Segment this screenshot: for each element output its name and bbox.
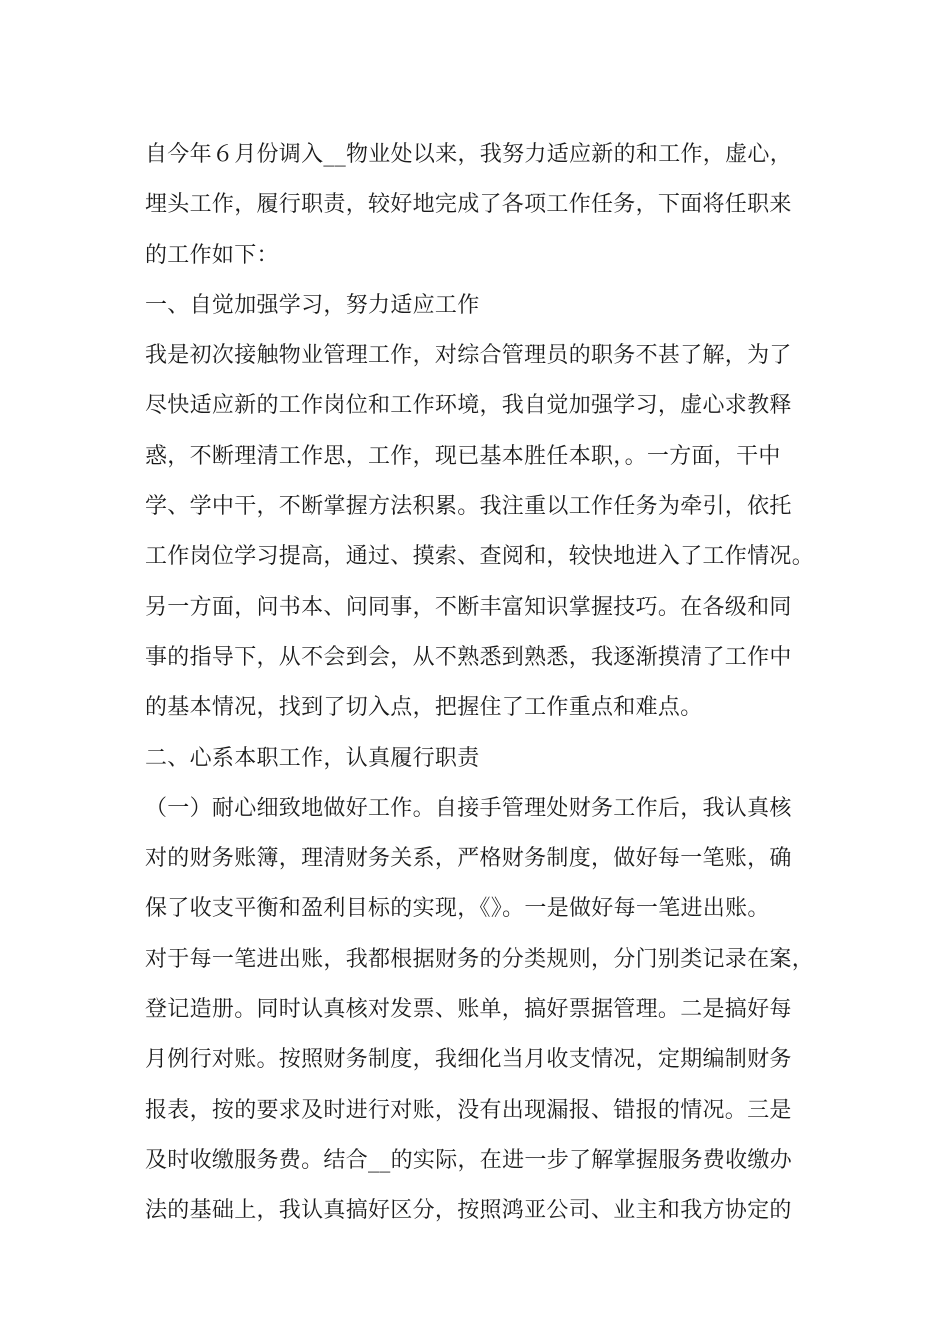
paragraph-line: 月例行对账。按照财务制度，我细化当月收支情况，定期编制财务 bbox=[145, 1047, 792, 1073]
paragraph-line: 及时收缴服务费。结合__的实际，在进一步了解掌握服务费收缴办 bbox=[145, 1147, 793, 1173]
paragraph-line: 我是初次接触物业管理工作，对综合管理员的职务不甚了解，为了 bbox=[145, 343, 792, 369]
paragraph-line: 登记造册。同时认真核对发票、账单，搞好票据管理。二是搞好每 bbox=[145, 997, 792, 1023]
section-heading-1: 一、自觉加强学习，努力适应工作 bbox=[145, 292, 480, 318]
paragraph-line: 保了收支平衡和盈利目标的实现，《》。一是做好每一笔进出账。 bbox=[145, 896, 770, 922]
paragraph-line: 工作岗位学习提高，通过、摸索、查阅和，较快地进入了工作情况。 bbox=[145, 544, 815, 570]
section-heading-2: 二、心系本职工作，认真履行职责 bbox=[145, 745, 480, 771]
paragraph-line: 另一方面，问书本、问同事，不断丰富知识掌握技巧。在各级和同 bbox=[145, 594, 792, 620]
paragraph-line: 学、学中干，不断掌握方法积累。我注重以工作任务为牵引，依托 bbox=[145, 494, 792, 520]
paragraph-line: 尽快适应新的工作岗位和工作环境，我自觉加强学习，虚心求教释 bbox=[145, 393, 792, 419]
paragraph-line: 的基本情况，找到了切入点，把握住了工作重点和难点。 bbox=[145, 695, 703, 721]
document-body bbox=[145, 130, 815, 1237]
paragraph-line: 的工作如下： bbox=[145, 242, 279, 268]
paragraph-line: 对的财务账簿，理清财务关系，严格财务制度，做好每一笔账，确 bbox=[145, 846, 792, 872]
paragraph-line: 埋头工作，履行职责，较好地完成了各项工作任务，下面将任职来 bbox=[145, 192, 792, 218]
paragraph-line: 法的基础上，我认真搞好区分，按照鸿亚公司、业主和我方协定的 bbox=[145, 1198, 792, 1224]
paragraph-line: 事的指导下，从不会到会，从不熟悉到熟悉，我逐渐摸清了工作中 bbox=[145, 644, 792, 670]
paragraph-line: 惑，不断理清工作思，工作，现已基本胜任本职，。一方面，干中 bbox=[145, 443, 781, 469]
paragraph-line: 报表，按的要求及时进行对账，没有出现漏报、错报的情况。三是 bbox=[145, 1097, 792, 1123]
paragraph-line: 自今年６月份调入__物业处以来，我努力适应新的和工作，虚心， bbox=[145, 142, 793, 167]
paragraph-line: 对于每一笔进出账，我都根据财务的分类规则，分门别类记录在案， bbox=[145, 946, 815, 972]
paragraph-line: （一）耐心细致地做好工作。自接手管理处财务工作后，我认真核 bbox=[145, 795, 792, 821]
